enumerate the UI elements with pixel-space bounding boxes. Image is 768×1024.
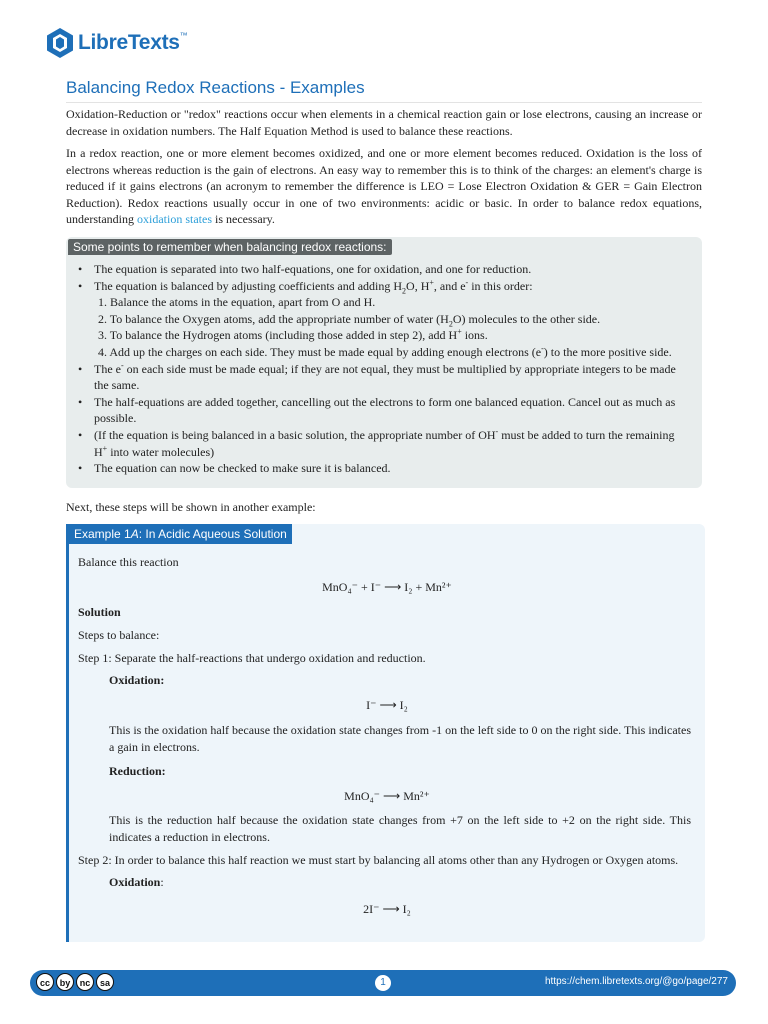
example-heading: Example 1A: In Acidic Aqueous Solution (69, 524, 292, 544)
page-number: 1 (375, 975, 391, 991)
by-icon: by (56, 973, 74, 991)
steps-sublist (94, 294, 688, 360)
reduction-explanation: This is the reduction half because the oxidation state changes from +7 on the left side to +2 on the right side. This indicates a reduction in electrons. (109, 813, 691, 844)
next-text: Next, these steps will be shown in another example: (66, 500, 316, 514)
oxidation-explanation: This is the oxidation half because the oxidation state changes from -1 on the left side to 0 on the right side. This indicates a gain in electrons. (109, 723, 691, 754)
solution-heading: Solution (78, 605, 121, 619)
list-item: 1. Balance the atoms in the equation, apart from O and H. (98, 295, 376, 310)
libretexts-logo-icon (46, 27, 74, 59)
sa-icon: sa (96, 973, 114, 991)
list-item: • The equation is separated into two half-equations, one for oxidation, and one for reduction. (76, 261, 688, 278)
equation-oxidation: I⁻ ⟶ I₂ (366, 698, 408, 712)
reduction-heading: Reduction: (109, 764, 166, 778)
oxidation-states-link[interactable]: oxidation states (137, 212, 212, 227)
list-item: 3. To balance the Hydrogen atoms (including those added in step 2), add H+ ions. (98, 327, 488, 343)
equation-oxidation-2: 2I⁻ ⟶ I₂ (363, 902, 411, 916)
list-item: • (If the equation is being balanced in a basic solution, the appropriate number of OH- must be added to turn the remaining H+ into water molecules) (76, 427, 688, 460)
list-item: • The e- on each side must be made equal; if they are not equal, they must be multiplied by appropriate integers to be made the same. (76, 361, 688, 394)
cc-license-badge[interactable] (36, 973, 114, 991)
step-2-text: Step 2: In order to balance this half reaction we must start by balancing all atoms other than any Hydrogen or Oxygen atoms. (78, 853, 679, 867)
list-item: • The equation is balanced by adjusting coefficients and adding $H_2O$, H+, and e- in this order: 1. Balance the atoms in the equation, apart from O and H. 2. To balance the Oxygen atoms, add the appropriate number of water $(H_2O)$ molecules to the other side. 3. To balance the Hydrogen atoms (including those added in step 2), add H+ ions. 4. Add up the charges on each side. They must be made equal by adding enough electrons (e-) to the more positive side. (76, 278, 688, 361)
nc-icon: nc (76, 973, 94, 991)
oxidation-heading: Oxidation: (109, 673, 165, 687)
page-title: Balancing Redox Reactions - Examples (66, 78, 702, 103)
libretexts-logo[interactable] (46, 27, 187, 59)
list-item: 2. To balance the Oxygen atoms, add the appropriate number of water $(H_2O)$ molecules to the other side. (98, 311, 601, 329)
page-url-link[interactable]: https://chem.libretexts.org/@go/page/277 (544, 976, 728, 987)
intro-paragraph-2: In a redox reaction, one or more element becomes oxidized, and one or more element becomes reduced. Oxidation is the loss of electrons whereas reduction is the gain of electrons. An easy way to remember this is to think of the charges: an element's charge is reduced if it gains electrons (an acronym to remember the difference is LEO = Lose Electron Oxidation & GER = Gain Electron Reduction). Redox reactions usually occur in one of two environments: acidic or basic. In order to balance redox equations, understanding oxidation states is necessary. (66, 146, 702, 227)
list-item: • The equation can now be checked to make sure it is balanced. (76, 460, 688, 477)
intro-paragraph-1: Oxidation-Reduction or "redox" reactions occur when elements in a chemical reaction gain or lose electrons, causing an increase or decrease in oxidation numbers. The Half Equation Method is used to balance these reactions. (66, 107, 702, 138)
logo-wordmark: LibreTexts™ (78, 31, 188, 54)
equation-main: MnO₄⁻ + I⁻ ⟶ I₂ + Mn²⁺ (322, 580, 452, 594)
list-item: 4. Add up the charges on each side. They must be made equal by adding enough electrons (e-) to the more positive side. (98, 343, 672, 359)
steps-text: Steps to balance: (78, 628, 160, 642)
points-box-heading: Some points to remember when balancing redox reactions: (68, 239, 392, 255)
points-box (66, 237, 702, 488)
footer-bar (30, 970, 736, 996)
cc-icon: cc (36, 973, 54, 991)
equation-reduction: MnO₄⁻ ⟶ Mn²⁺ (344, 789, 430, 803)
example-box (66, 524, 705, 942)
list-item: • The half-equations are added together, cancelling out the electrons to form one balanced equation. Cancel out as much as possible. (76, 394, 688, 427)
points-list (76, 261, 688, 477)
balance-text: Balance this reaction (78, 555, 179, 569)
step-1-text: Step 1: Separate the half-reactions that undergo oxidation and reduction. (78, 651, 426, 665)
oxidation-heading-2: Oxidation: (109, 875, 164, 889)
